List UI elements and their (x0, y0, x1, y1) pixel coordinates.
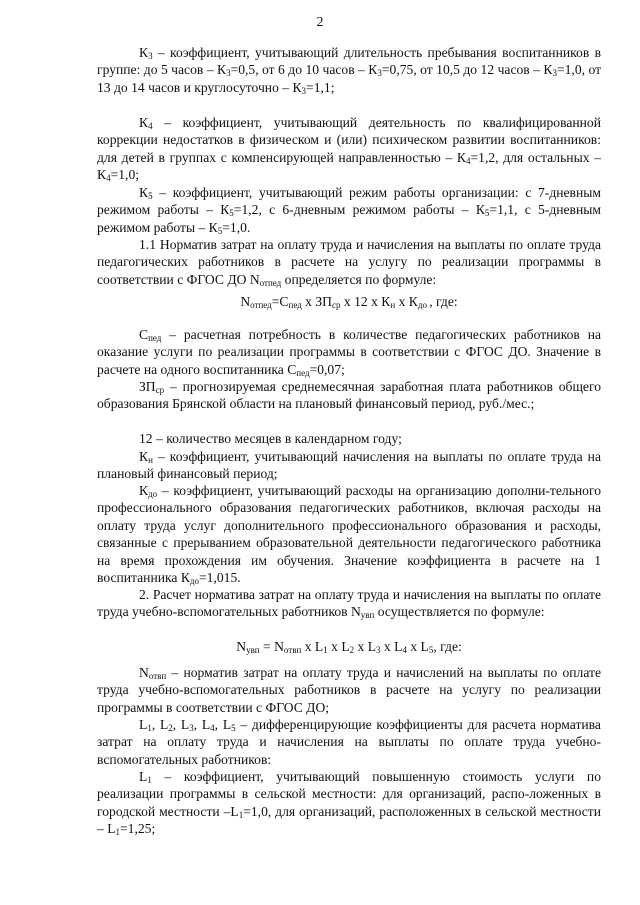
paragraph (97, 44, 601, 96)
paragraph-text: $К_н$ – коэффициент, учитывающий начисления на выплаты по оплате труда на плановый финансовый период; (97, 449, 601, 482)
paragraph (97, 326, 601, 378)
paragraph (97, 378, 601, 413)
paragraph (97, 664, 601, 716)
paragraph-text: $К_4$ – коэффициент, учитывающий деятельность по квалифицированной коррекции недостатков в физическом и (или) психическом развитии воспитанников: для детей в группах с компенсирующей направленностью – $К_4=1,2$, для остальных – $К_4=1,0$; (97, 115, 601, 184)
paragraph (97, 482, 601, 586)
paragraph (97, 430, 601, 447)
paragraph-text: $L_1$ – коэффициент, учитывающий повышенную стоимость услуги по реализации программы в сельской местности: для организаций, распо-ложенных в городской местности $-L_1=1,0$, для организаций, расположенных в сельской местности – $L_1=1,25$; (97, 769, 602, 838)
paragraph-text: 1.1 Норматив затрат на оплату труда и начисления на выплаты по оплате труда педагогических работников в расчете на услугу по реализации программы в соответствии с ФГОС ДО $N_{отпед}$ определяется по формуле: (97, 237, 601, 288)
formula-text: $N_{увп} = N_{отвп}$ х $L_1$ х $L_2$ х $L_3$ х $L_4$ х $L_5$, где: (236, 639, 462, 655)
paragraph-text: $С_{пед}$ – расчетная потребность в количестве педагогических работников на оказание услуги по реализации программы в соответствии с ФГОС ДО. Значение в расчете на одного воспитанника $С_{пед}=0,07$; (97, 327, 601, 378)
paragraph (97, 236, 601, 288)
paragraph (97, 448, 601, 483)
paragraph-text: $К_5$ – коэффициент, учитывающий режим работы организации: с 7-дневным режимом работы – $К_5=1,2$, с 6-дневным режимом работы – $К_5=1,1$, с 5-дневным режимом работы – $К_5=1,0$. (97, 185, 601, 236)
paragraph-text: $К_3$ – коэффициент, учитывающий длительность пребывания воспитанников в группе: до 5 часов – $К_3=0,5$, от 6 до 10 часов – $К_3=0,75$, от 10,5 до 12 часов – $К_3=1,0$, от 13 до 14 часов и круглосуточно – $К_3=1,1$; (97, 45, 602, 96)
paragraph-text: 2. Расчет норматива затрат на оплату труда и начисления на выплаты по оплате труда учебно-вспомогательных работников $N_{увп}$ осуществляется по формуле: (97, 587, 601, 621)
paragraph-text: $К_{до}$ – коэффициент, учитывающий расходы на организацию дополни-тельного профессионального образования педагогических работников, включая расходы на оплату труда услуг дополнительного профессионального образования и расходы, связанные с прерыванием образовательной деятельности педагогического работника на время прохождения им обучения. Значение коэффициента в расчете на 1 воспитанника $К_{до}=1,015$. (97, 483, 601, 587)
paragraph-text: $ЗП_{ср}$ – прогнозируемая среднемесячная заработная плата работников общего образования Брянской области на плановый финансовый период, руб./мес.; (97, 379, 601, 412)
paragraph (97, 114, 601, 184)
paragraph (97, 716, 601, 768)
paragraph-text: 12 – количество месяцев в календарном году; (139, 431, 402, 446)
page-number: 2 (316, 15, 324, 30)
paragraph-text: $N_{отвп}$ – норматив затрат на оплату труда и начислений на выплаты по оплате труда учебно-вспомогательных работников в расчете на услугу по реализации программы в соответствии с ФГОС ДО; (97, 665, 601, 715)
formula-text: $N_{отпед}=С_{пед}$ х $ЗП_{ср}$ х 12 х $К_н$ х $К_{до}$ , где: (240, 294, 458, 310)
paragraph (97, 586, 601, 621)
paragraph-text: $L_1$, $L_2$, $L_3$, $L_4$, $L_5$ – дифференцирующие коэффициенты для расчета норматива затрат на оплату труда и начисления на выплаты по оплате труда учебно-вспомогательных работников: (97, 717, 601, 767)
formula (97, 293, 601, 310)
paragraph (97, 768, 601, 838)
paragraph (97, 184, 601, 236)
formula (97, 638, 601, 655)
